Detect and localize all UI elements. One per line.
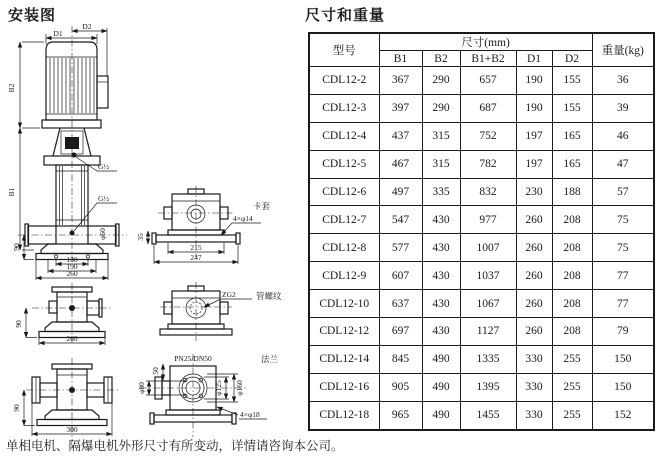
installation-diagram: [0, 0, 305, 460]
value-cell: 75: [592, 234, 654, 262]
col-header-b1b2: B1+B2: [460, 51, 516, 67]
detail-flange-view: [137, 354, 279, 437]
value-cell: 977: [460, 206, 516, 234]
value-cell: 697: [379, 318, 422, 346]
value-cell: 150: [592, 373, 654, 401]
value-cell: 330: [516, 345, 552, 373]
col-header-model: 型号: [309, 33, 379, 67]
flange-spec-label: PN25/DN50: [174, 354, 212, 363]
value-cell: 47: [592, 150, 654, 178]
dim-35: 35: [136, 233, 145, 241]
value-cell: 208: [552, 262, 592, 290]
pump-side-view: [14, 283, 112, 345]
clamp-holes-label: 4×φ14: [233, 214, 253, 223]
table-row: [309, 206, 654, 234]
dim-130: 130: [66, 255, 78, 264]
detail-thread-view: [160, 282, 282, 341]
dim-b2: B2: [7, 83, 16, 93]
table-row: [309, 401, 654, 429]
value-cell: 637: [379, 290, 422, 318]
col-header-d2: D2: [552, 51, 592, 67]
flange-holes-label: 4×φ18: [240, 410, 260, 419]
value-cell: 155: [552, 67, 592, 95]
value-cell: 315: [422, 122, 460, 150]
dim-300: 300: [66, 425, 78, 434]
table-row: [309, 234, 654, 262]
model-cell: CDL12-9: [309, 262, 379, 290]
model-cell: CDL12-3: [309, 94, 379, 122]
value-cell: 497: [379, 178, 422, 206]
value-cell: 1007: [460, 234, 516, 262]
dim-260-side: 260: [66, 334, 78, 343]
value-cell: 255: [552, 373, 592, 401]
dim-dia80: φ80: [137, 382, 146, 394]
value-cell: 330: [516, 373, 552, 401]
footnote-text: 单相电机、隔爆电机外形尺寸有所变动，详情请咨询本公司。: [6, 438, 344, 453]
value-cell: 290: [422, 94, 460, 122]
col-header-b2: B2: [422, 51, 460, 67]
value-cell: 260: [516, 234, 552, 262]
value-cell: 430: [422, 234, 460, 262]
value-cell: 255: [552, 401, 592, 429]
value-cell: 46: [592, 122, 654, 150]
value-cell: 230: [516, 178, 552, 206]
value-cell: 197: [516, 122, 552, 150]
model-cell: CDL12-18: [309, 401, 379, 429]
value-cell: 208: [552, 234, 592, 262]
model-cell: CDL12-6: [309, 178, 379, 206]
value-cell: 39: [592, 94, 654, 122]
table-row: [309, 67, 654, 95]
col-header-b1: B1: [379, 51, 422, 67]
col-header-d1: D1: [516, 51, 552, 67]
value-cell: 657: [460, 67, 516, 95]
value-cell: 782: [460, 150, 516, 178]
dim-90-main: 90: [12, 243, 21, 251]
dim-dia60: φ60: [98, 228, 107, 240]
table-row: [309, 178, 654, 206]
col-header-size-group: 尺寸(mm): [379, 33, 592, 51]
value-cell: 75: [592, 206, 654, 234]
value-cell: 165: [552, 150, 592, 178]
model-cell: CDL12-12: [309, 318, 379, 346]
value-cell: 208: [552, 318, 592, 346]
value-cell: 165: [552, 122, 592, 150]
model-cell: CDL12-10: [309, 290, 379, 318]
value-cell: 577: [379, 234, 422, 262]
value-cell: 430: [422, 206, 460, 234]
thread-size-label: ZG2: [222, 290, 236, 299]
value-cell: 1455: [460, 401, 516, 429]
value-cell: 367: [379, 67, 422, 95]
dim-90-flange: 90: [12, 404, 21, 412]
model-cell: CDL12-16: [309, 373, 379, 401]
value-cell: 467: [379, 150, 422, 178]
spec-table-body: [309, 67, 654, 430]
value-cell: 490: [422, 345, 460, 373]
model-cell: CDL12-14: [309, 345, 379, 373]
table-row: [309, 262, 654, 290]
thread-label: 管螺纹: [256, 291, 282, 301]
value-cell: 905: [379, 373, 422, 401]
value-cell: 315: [422, 150, 460, 178]
value-cell: 397: [379, 94, 422, 122]
value-cell: 1037: [460, 262, 516, 290]
port-label-bottom: G½: [98, 194, 110, 203]
dim-d2: D2: [82, 22, 92, 31]
value-cell: 77: [592, 262, 654, 290]
table-row: [309, 150, 654, 178]
value-cell: 752: [460, 122, 516, 150]
value-cell: 79: [592, 318, 654, 346]
value-cell: 260: [516, 262, 552, 290]
dimensions-weight-title: 尺寸和重量: [305, 6, 386, 24]
value-cell: 1395: [460, 373, 516, 401]
dim-215: 215: [190, 243, 202, 252]
value-cell: 260: [516, 206, 552, 234]
value-cell: 430: [422, 290, 460, 318]
value-cell: 150: [592, 345, 654, 373]
table-row: [309, 318, 654, 346]
value-cell: 77: [592, 290, 654, 318]
value-cell: 260: [516, 290, 552, 318]
value-cell: 437: [379, 122, 422, 150]
value-cell: 152: [592, 401, 654, 429]
pump-flanged-view: [12, 358, 120, 441]
table-row: [309, 290, 654, 318]
value-cell: 490: [422, 401, 460, 429]
table-row: [309, 345, 654, 373]
col-header-weight: 重量(kg): [592, 33, 654, 67]
value-cell: 547: [379, 206, 422, 234]
value-cell: 208: [552, 290, 592, 318]
value-cell: 687: [460, 94, 516, 122]
value-cell: 255: [552, 345, 592, 373]
table-row: [309, 94, 654, 122]
dim-190: 190: [66, 262, 78, 271]
spec-table: [308, 32, 655, 431]
pump-front-view: [7, 22, 127, 280]
dim-b1: B1: [7, 187, 16, 197]
dim-260-main: 260: [66, 269, 78, 278]
value-cell: 155: [552, 94, 592, 122]
value-cell: 330: [516, 401, 552, 429]
spec-table-container: [308, 32, 653, 431]
dim-50: 50: [151, 367, 160, 375]
table-row: [309, 373, 654, 401]
value-cell: 430: [422, 262, 460, 290]
model-cell: CDL12-4: [309, 122, 379, 150]
value-cell: 197: [516, 150, 552, 178]
value-cell: 335: [422, 178, 460, 206]
value-cell: 845: [379, 345, 422, 373]
clamp-label: 卡套: [253, 201, 271, 211]
value-cell: 190: [516, 67, 552, 95]
value-cell: 607: [379, 262, 422, 290]
value-cell: 1335: [460, 345, 516, 373]
value-cell: 965: [379, 401, 422, 429]
value-cell: 490: [422, 373, 460, 401]
dim-90-side: 90: [14, 320, 23, 328]
value-cell: 260: [516, 318, 552, 346]
value-cell: 1067: [460, 290, 516, 318]
value-cell: 290: [422, 67, 460, 95]
value-cell: 430: [422, 318, 460, 346]
value-cell: 1127: [460, 318, 516, 346]
dim-dia125: φ125: [214, 380, 223, 396]
table-header-row-1: [309, 33, 654, 51]
model-cell: CDL12-2: [309, 67, 379, 95]
value-cell: 188: [552, 178, 592, 206]
installation-diagram-title: 安装图: [8, 6, 57, 24]
model-cell: CDL12-5: [309, 150, 379, 178]
dim-247: 247: [190, 253, 202, 262]
value-cell: 190: [516, 94, 552, 122]
value-cell: 208: [552, 206, 592, 234]
value-cell: 57: [592, 178, 654, 206]
model-cell: CDL12-7: [309, 206, 379, 234]
flange-label: 法兰: [261, 354, 279, 364]
detail-clamp-view: [136, 186, 271, 264]
value-cell: 36: [592, 67, 654, 95]
dim-d1: D1: [53, 29, 63, 38]
model-cell: CDL12-8: [309, 234, 379, 262]
table-row: [309, 122, 654, 150]
value-cell: 832: [460, 178, 516, 206]
port-label-top: G½: [98, 162, 110, 171]
dim-dia160: φ160: [235, 380, 244, 396]
